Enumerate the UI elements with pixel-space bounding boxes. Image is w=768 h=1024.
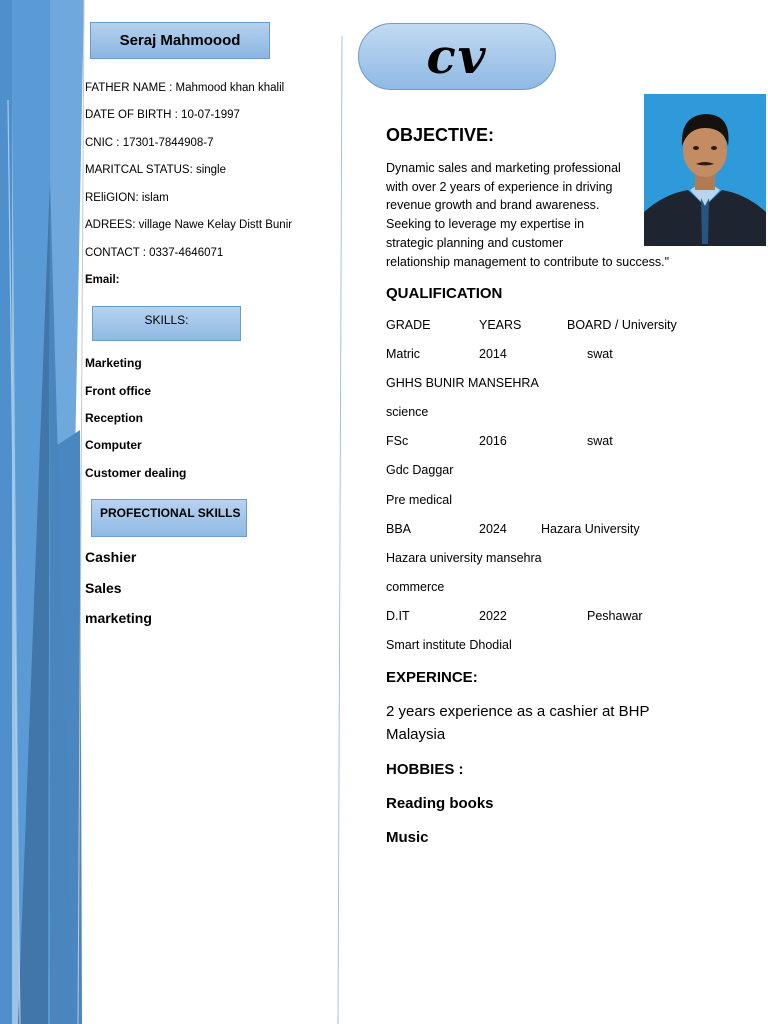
detail-religion: REliGION: islam [85, 192, 169, 204]
hobby-item: Music [386, 829, 429, 846]
professional-skill-item: marketing [85, 610, 152, 626]
qualification-cell: Hazara university mansehra [386, 551, 542, 565]
professional-skill-item: Sales [85, 580, 122, 596]
qualification-cell: BBA [386, 522, 412, 536]
hobby-item: Reading books [386, 795, 494, 812]
detail-marital-status: MARITCAL STATUS: single [85, 164, 227, 176]
experience-heading: EXPERINCE: [386, 669, 478, 686]
qualification-cell: Matric [386, 347, 421, 361]
cv-title: cv [426, 28, 488, 85]
skill-item: Marketing [85, 356, 142, 370]
applicant-name: Seraj Mahmoood [119, 32, 241, 49]
detail-date-of-birth: DATE OF BIRTH : 10-07-1997 [85, 109, 240, 121]
qualification-heading: QUALIFICATION [386, 285, 503, 302]
person-icon [644, 94, 766, 246]
qualification-cell: D.IT [386, 609, 410, 623]
detail-father-name: FATHER NAME : Mahmood khan khalil [85, 82, 285, 94]
qualification-cell: commerce [386, 580, 445, 594]
skills-heading-box [92, 306, 241, 341]
qualification-cell: Gdc Daggar [386, 463, 454, 477]
qualification-column-header: GRADE [386, 318, 431, 332]
profile-photo [644, 94, 766, 246]
skill-item: Front office [85, 384, 151, 398]
qualification-column-header: BOARD / University [567, 318, 677, 332]
qualification-cell: 2024 [479, 522, 507, 536]
qualification-cell: Hazara University [541, 522, 640, 536]
skill-item: Computer [85, 438, 142, 452]
qualification-cell: Pre medical [386, 493, 452, 507]
qualification-cell: Peshawar [587, 609, 643, 623]
qualification-cell: GHHS BUNIR MANSEHRA [386, 376, 539, 390]
skill-item: Reception [85, 411, 144, 425]
experience-line: 2 years experience as a cashier at BHP [386, 703, 650, 720]
skills-heading: SKILLS: [144, 313, 189, 327]
qualification-cell: FSc [386, 434, 409, 448]
cv-title-badge [358, 23, 556, 90]
objective-line: relationship management to contribute to success." [386, 255, 670, 269]
qualification-cell: 2016 [479, 434, 507, 448]
qualification-cell: swat [587, 434, 613, 448]
qualification-cell: 2022 [479, 609, 507, 623]
detail-address: ADREES: village Nawe Kelay Distt Bunir [85, 219, 293, 231]
qualification-column-header: YEARS [479, 318, 522, 332]
qualification-cell: swat [587, 347, 613, 361]
name-box [90, 22, 270, 59]
professional-skills-heading-box [91, 499, 247, 537]
objective-heading: OBJECTIVE: [386, 125, 495, 145]
professional-skills-heading: PROFECTIONAL SKILLS [100, 506, 241, 520]
objective-line: Dynamic sales and marketing professional [386, 161, 621, 175]
qualification-cell: 2014 [479, 347, 507, 361]
objective-line: strategic planning and customer [386, 236, 564, 250]
objective-line: revenue growth and brand awareness. [386, 198, 600, 212]
professional-skill-item: Cashier [85, 549, 137, 565]
skill-item: Customer dealing [85, 466, 187, 480]
detail-contact: CONTACT : 0337-4646071 [85, 247, 224, 259]
experience-line: Malaysia [386, 726, 446, 743]
detail-email-label: Email: [85, 274, 120, 286]
hobbies-heading: HOBBIES : [386, 761, 464, 778]
detail-cnic: CNIC : 17301-7844908-7 [85, 137, 214, 149]
qualification-cell: Smart institute Dhodial [386, 638, 512, 652]
qualification-cell: science [386, 405, 429, 419]
objective-line: Seeking to leverage my expertise in [386, 217, 585, 231]
objective-line: with over 2 years of experience in driving [386, 180, 613, 194]
